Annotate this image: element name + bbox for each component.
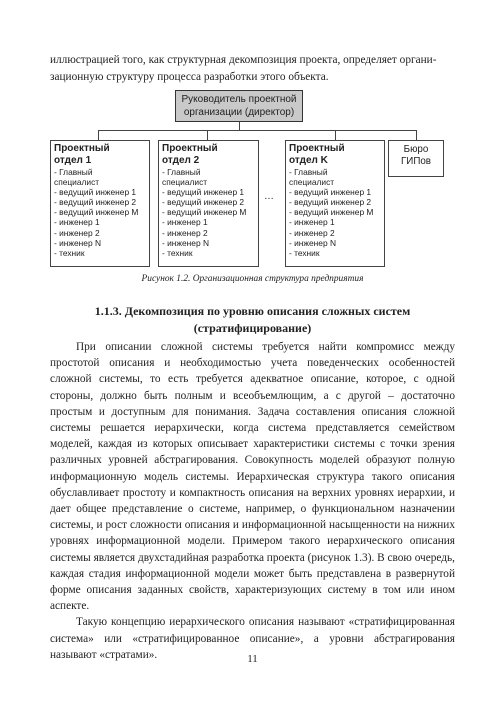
bureau-box <box>388 140 444 177</box>
connector-dept-1 <box>98 130 99 140</box>
staff-item: специалист <box>54 177 100 188</box>
staff-item: специалист <box>162 177 208 188</box>
connector-dept-2 <box>207 130 208 140</box>
department-2-title-1: Проектный <box>162 143 218 154</box>
intro-text <box>50 52 455 86</box>
staff-item: - инженер N <box>54 237 101 248</box>
department-k-title-2: отдел K <box>289 154 328 166</box>
department-k-title-1: Проектный <box>289 143 345 154</box>
staff-item: - инженер 2 <box>54 227 100 238</box>
connector-horizontal <box>98 130 416 131</box>
director-box <box>175 90 303 122</box>
body-text <box>50 339 455 663</box>
section-heading <box>50 303 455 337</box>
department-1-box <box>50 140 150 267</box>
staff-item: - Главный <box>162 167 201 177</box>
staff-item: - ведущий инженер M <box>162 207 247 218</box>
staff-item: - Главный <box>54 167 93 177</box>
connector-vertical-main <box>239 122 240 130</box>
department-k-box <box>285 140 385 267</box>
connector-dept-k <box>335 130 336 140</box>
staff-item: - ведущий инженер 1 <box>289 187 372 198</box>
department-k-staff-list <box>289 167 381 258</box>
staff-item: - инженер 1 <box>162 217 208 228</box>
staff-item: - ведущий инженер M <box>289 207 374 218</box>
department-2-box <box>158 140 259 267</box>
staff-item: специалист <box>289 177 335 188</box>
staff-item: - Главный <box>289 167 328 177</box>
staff-item: - инженер 2 <box>162 227 208 238</box>
department-2-title-2: отдел 2 <box>162 154 200 166</box>
connector-bureau <box>416 130 417 140</box>
department-1-staff-list <box>54 167 146 258</box>
director-line-2: организации (директор) <box>183 107 295 118</box>
staff-item: - инженер 2 <box>289 227 335 238</box>
staff-item: - техник <box>162 247 193 258</box>
staff-item: - инженер N <box>289 237 336 248</box>
ellipsis: … <box>264 191 274 202</box>
staff-item: - инженер N <box>162 237 209 248</box>
department-2-staff-list <box>162 167 255 258</box>
staff-item: - ведущий инженер 2 <box>162 197 245 208</box>
bureau-line-2: ГИПов <box>400 156 432 167</box>
staff-item: - техник <box>289 247 320 258</box>
staff-item: - инженер 1 <box>289 217 335 228</box>
staff-item: - ведущий инженер M <box>54 207 139 218</box>
paragraph-2: Такую концепцию иерархического описания называют «стратифицированная система» или «стратифицированное описание», а уровни абстрагирования называют «стратами». <box>50 616 455 661</box>
figure-caption: Рисунок 1.2. Организационная структура предприятия <box>141 274 364 284</box>
section-heading-line-2: (стратифицирование) <box>193 321 312 335</box>
staff-item: - ведущий инженер 1 <box>162 187 245 198</box>
intro-line-2: зационную структуру процесса разработки этого объекта. <box>50 71 329 83</box>
staff-item: - ведущий инженер 1 <box>54 187 137 198</box>
intro-line-1: иллюстрацией того, как структурная декомпозиция проекта, определяет органи- <box>50 54 437 66</box>
section-heading-line-1: 1.1.3. Декомпозиция по уровню описания сложных систем <box>94 304 411 318</box>
bureau-line-1: Бюро <box>403 144 429 155</box>
department-1-title-1: Проектный <box>54 143 110 154</box>
paragraph-1: При описании сложной системы требуется найти компромисс между простотой описания и необходимостью учета поведенческих особенностей сложной системы, то есть требуется адекватное описание, которое, с одной стороны, должно быть полным и всеобъемлющим, а с другой – достаточно простым и доступным для понимания. Задача составления описания сложной системы решается иерархически, когда система представляется семейством моделей, каждая из которых описывает характеристики системы с точки зрения различных уровней абстрагирования. Совокупность моделей образуют полную информационную модель системы. Иерархическая структура такого описания обуславливает простоту и компактность описания на верхних уровнях иерархии, и дает общее представление о системе, например, о функциональном назначении системы, и рост сложности описания и информационной насыщенности на нижних уровнях информационной модели. Примером такого иерархического описания системы является двухстадийная разработка проекта (рисунок 1.3). В свою очередь, каждая стадия информационной модели может быть представлена в развернутой форме описания заданных свойств, характеризующих систему в том или ином аспекте. <box>50 341 455 613</box>
staff-item: - техник <box>54 247 85 258</box>
staff-item: - инженер 1 <box>54 217 100 228</box>
director-line-1: Руководитель проектной <box>181 94 297 105</box>
staff-item: - ведущий инженер 2 <box>289 197 372 208</box>
page-number: 11 <box>247 653 258 665</box>
department-1-title-2: отдел 1 <box>54 154 92 166</box>
staff-item: - ведущий инженер 2 <box>54 197 137 208</box>
